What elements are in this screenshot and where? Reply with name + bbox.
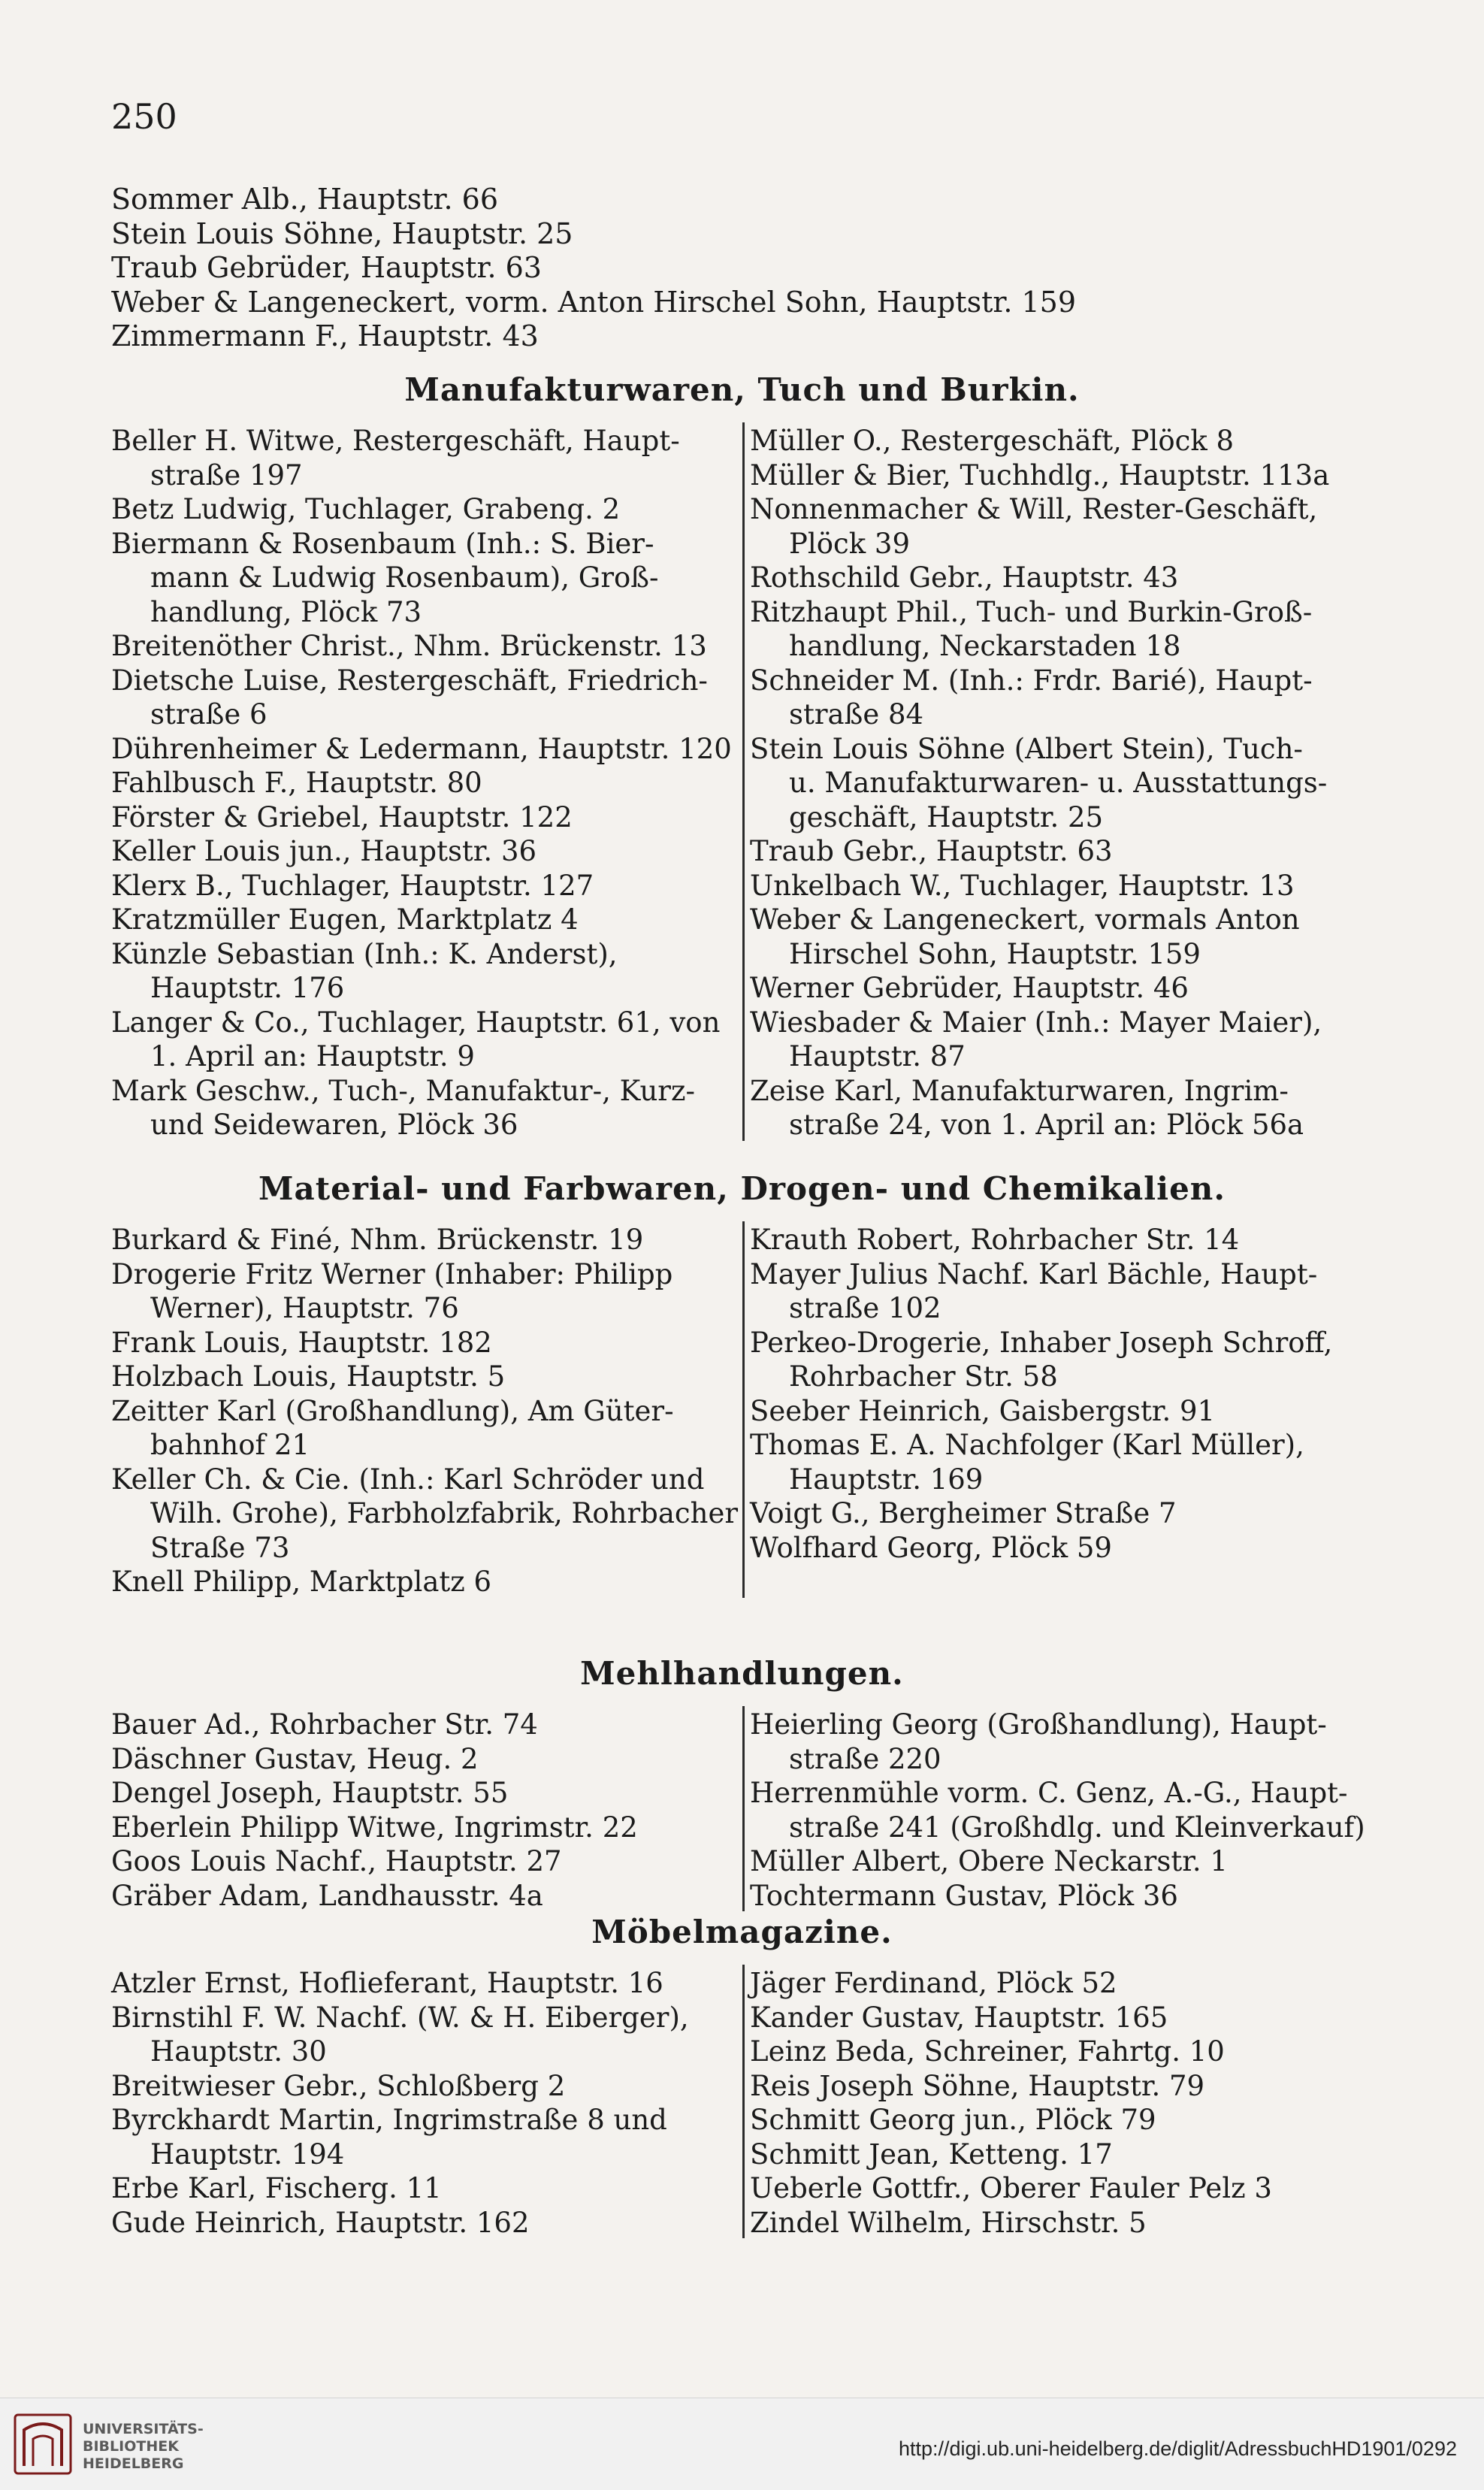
- directory-entry: Wiesbader & Maier (Inh.: Mayer Maier),: [750, 1006, 1322, 1039]
- directory-entry: straße 6: [150, 698, 267, 731]
- directory-entry: Wolfhard Georg, Plöck 59: [750, 1531, 1112, 1564]
- directory-entry: Hauptstr. 30: [150, 2035, 327, 2068]
- directory-entry: Heierling Georg (Großhandlung), Haupt-: [750, 1708, 1327, 1741]
- directory-entry: Frank Louis, Hauptstr. 182: [111, 1326, 492, 1359]
- directory-entry: Dengel Joseph, Hauptstr. 55: [111, 1777, 509, 1809]
- university-library-logo: [14, 2413, 72, 2475]
- directory-entry: Müller & Bier, Tuchhdlg., Hauptstr. 113a: [750, 458, 1330, 492]
- directory-entry: Knell Philipp, Marktplatz 6: [111, 1566, 492, 1598]
- directory-entry: straße 24, von 1. April an: Plöck 56a: [789, 1109, 1304, 1141]
- directory-entry: handlung, Neckarstaden 18: [789, 630, 1181, 662]
- directory-entry: Gude Heinrich, Hauptstr. 162: [111, 2206, 530, 2239]
- directory-entry: straße 84: [789, 698, 924, 731]
- directory-entry: Burkard & Finé, Nhm. Brückenstr. 19: [111, 1224, 644, 1256]
- directory-entry: u. Manufakturwaren- u. Ausstattungs-: [789, 767, 1328, 799]
- directory-entry: Herrenmühle vorm. C. Genz, A.-G., Haupt-: [750, 1777, 1348, 1809]
- directory-entry: Hauptstr. 169: [789, 1463, 984, 1496]
- directory-entry: handlung, Plöck 73: [150, 595, 422, 628]
- directory-entry: Voigt G., Bergheimer Straße 7: [750, 1497, 1177, 1529]
- library-name-line: BIBLIOTHEK: [83, 2437, 179, 2455]
- directory-entry: Birnstihl F. W. Nachf. (W. & H. Eiberger),: [111, 2001, 689, 2034]
- directory-entry: Müller Albert, Obere Neckarstr. 1: [750, 1845, 1228, 1877]
- section-title: Manufakturwaren, Tuch und Burkin.: [404, 371, 1080, 408]
- directory-entry: bahnhof 21: [150, 1429, 310, 1461]
- directory-entry: Breitwieser Gebr., Schloßberg 2: [111, 2069, 566, 2102]
- directory-entry: Biermann & Rosenbaum (Inh.: S. Bier-: [111, 527, 654, 560]
- intro-entry: Stein Louis Söhne, Hauptstr. 25: [111, 216, 573, 250]
- directory-entry: Ritzhaupt Phil., Tuch- und Burkin-Groß-: [750, 595, 1313, 628]
- intro-entry: Zimmermann F., Hauptstr. 43: [111, 319, 539, 352]
- directory-entry: Seeber Heinrich, Gaisbergstr. 91: [750, 1394, 1216, 1427]
- directory-entry: Eberlein Philipp Witwe, Ingrimstr. 22: [111, 1811, 638, 1844]
- intro-entry: Weber & Langeneckert, vorm. Anton Hirschel Sohn, Hauptstr. 159: [111, 285, 1077, 319]
- directory-entry: Kander Gustav, Hauptstr. 165: [750, 2001, 1168, 2034]
- library-name-line: HEIDELBERG: [83, 2455, 184, 2472]
- directory-entry: Dührenheimer & Ledermann, Hauptstr. 120: [111, 732, 732, 765]
- directory-entry: mann & Ludwig Rosenbaum), Groß-: [150, 561, 659, 594]
- directory-entry: Leinz Beda, Schreiner, Fahrtg. 10: [750, 2035, 1225, 2068]
- directory-entry: Ueberle Gottfr., Oberer Fauler Pelz 3: [750, 2172, 1272, 2204]
- directory-entry: Müller O., Restergeschäft, Plöck 8: [750, 425, 1235, 457]
- directory-entry: Hirschel Sohn, Hauptstr. 159: [789, 937, 1201, 970]
- directory-entry: straße 241 (Großhdlg. und Kleinverkauf): [789, 1811, 1365, 1844]
- directory-entry: Langer & Co., Tuchlager, Hauptstr. 61, von: [111, 1006, 721, 1039]
- directory-entry: Unkelbach W., Tuchlager, Hauptstr. 13: [750, 869, 1295, 902]
- directory-entry: Betz Ludwig, Tuchlager, Grabeng. 2: [111, 493, 621, 525]
- directory-entry: Plöck 39: [789, 527, 910, 560]
- directory-entry: Schmitt Georg jun., Plöck 79: [750, 2104, 1156, 2136]
- library-name: [83, 2421, 204, 2472]
- directory-entry: Mark Geschw., Tuch-, Manufaktur-, Kurz-: [111, 1074, 695, 1107]
- directory-entry: Straße 73: [150, 1531, 290, 1564]
- directory-entry: Hauptstr. 176: [150, 972, 345, 1004]
- directory-entry: Atzler Ernst, Hoflieferant, Hauptstr. 16: [111, 1967, 663, 1999]
- directory-entry: Breitenöther Christ., Nhm. Brückenstr. 13: [111, 630, 707, 662]
- directory-entry: Zeitter Karl (Großhandlung), Am Güter-: [111, 1394, 674, 1427]
- directory-entry: 1. April an: Hauptstr. 9: [150, 1040, 475, 1073]
- directory-entry: Tochtermann Gustav, Plöck 36: [750, 1879, 1178, 1912]
- directory-entry: Zindel Wilhelm, Hirschstr. 5: [750, 2206, 1147, 2239]
- directory-entry: Rohrbacher Str. 58: [789, 1360, 1058, 1393]
- directory-entry: Holzbach Louis, Hauptstr. 5: [111, 1360, 506, 1393]
- directory-entry: Perkeo-Drogerie, Inhaber Joseph Schroff,: [750, 1326, 1333, 1359]
- section-title: Mehlhandlungen.: [580, 1655, 904, 1692]
- directory-entry: Klerx B., Tuchlager, Hauptstr. 127: [111, 869, 594, 902]
- directory-entry: Däschner Gustav, Heug. 2: [111, 1742, 479, 1775]
- directory-entry: Dietsche Luise, Restergeschäft, Friedrich-: [111, 664, 708, 697]
- directory-entry: straße 102: [789, 1292, 941, 1324]
- page-number: 250: [111, 96, 177, 137]
- source-link[interactable]: http://digi.ub.uni-heidelberg.de/diglit/AdressbuchHD1901/0292: [898, 2437, 1457, 2460]
- directory-entry: Mayer Julius Nachf. Karl Bächle, Haupt-: [750, 1257, 1318, 1290]
- directory-entry: Förster & Griebel, Hauptstr. 122: [111, 800, 573, 834]
- directory-entry: Rothschild Gebr., Hauptstr. 43: [750, 561, 1179, 594]
- directory-entry: Zeise Karl, Manufakturwaren, Ingrim-: [750, 1074, 1289, 1107]
- column-divider: [742, 1965, 745, 2238]
- directory-entry: Hauptstr. 87: [789, 1040, 966, 1073]
- directory-entry: Goos Louis Nachf., Hauptstr. 27: [111, 1845, 562, 1877]
- section-title: Möbelmagazine.: [591, 1914, 893, 1950]
- directory-entry: Fahlbusch F., Hauptstr. 80: [111, 767, 482, 799]
- intro-entry: Sommer Alb., Hauptstr. 66: [111, 183, 499, 216]
- directory-entry: Keller Ch. & Cie. (Inh.: Karl Schröder und: [111, 1463, 705, 1496]
- column-divider: [742, 1706, 745, 1911]
- directory-entry: Weber & Langeneckert, vormals Anton: [750, 903, 1300, 936]
- column-divider: [742, 1221, 745, 1598]
- library-name-line: UNIVERSITÄTS-: [83, 2421, 204, 2437]
- intro-entry: Traub Gebrüder, Hauptstr. 63: [111, 251, 542, 284]
- directory-entry: Krauth Robert, Rohrbacher Str. 14: [750, 1224, 1240, 1256]
- directory-entry: geschäft, Hauptstr. 25: [789, 800, 1104, 834]
- directory-entry: Keller Louis jun., Hauptstr. 36: [111, 835, 537, 867]
- directory-entry: Werner Gebrüder, Hauptstr. 46: [750, 972, 1189, 1004]
- directory-entry: Schneider M. (Inh.: Frdr. Barié), Haupt-: [750, 664, 1313, 697]
- directory-entry: Erbe Karl, Fischerg. 11: [111, 2172, 442, 2204]
- directory-entry: Hauptstr. 194: [150, 2138, 345, 2171]
- directory-entry: Drogerie Fritz Werner (Inhaber: Philipp: [111, 1257, 673, 1290]
- directory-entry: Traub Gebr., Hauptstr. 63: [750, 835, 1113, 867]
- directory-entry: Nonnenmacher & Will, Rester-Geschäft,: [750, 493, 1318, 525]
- directory-entry: Wilh. Grohe), Farbholzfabrik, Rohrbacher: [150, 1497, 739, 1529]
- directory-entry: Reis Joseph Söhne, Hauptstr. 79: [750, 2069, 1205, 2102]
- directory-entry: Werner), Hauptstr. 76: [150, 1292, 459, 1324]
- footer-bar: [0, 2398, 1484, 2490]
- directory-entry: Schmitt Jean, Ketteng. 17: [750, 2138, 1113, 2171]
- directory-entry: Stein Louis Söhne (Albert Stein), Tuch-: [750, 732, 1303, 765]
- directory-entry: Beller H. Witwe, Restergeschäft, Haupt-: [111, 425, 680, 457]
- directory-entry: Künzle Sebastian (Inh.: K. Anderst),: [111, 937, 618, 970]
- directory-entry: und Seidewaren, Plöck 36: [150, 1109, 518, 1141]
- section-title: Material- und Farbwaren, Drogen- und Chemikalien.: [258, 1170, 1226, 1207]
- directory-entry: Bauer Ad., Rohrbacher Str. 74: [111, 1708, 538, 1741]
- directory-entry: Thomas E. A. Nachfolger (Karl Müller),: [750, 1429, 1304, 1461]
- directory-entry: Byrckhardt Martin, Ingrimstraße 8 und: [111, 2104, 667, 2136]
- directory-entry: Kratzmüller Eugen, Marktplatz 4: [111, 903, 579, 936]
- column-divider: [742, 422, 745, 1141]
- directory-entry: straße 220: [789, 1742, 941, 1775]
- directory-entry: straße 197: [150, 458, 303, 492]
- directory-entry: Gräber Adam, Landhausstr. 4a: [111, 1879, 543, 1912]
- directory-entry: Jäger Ferdinand, Plöck 52: [750, 1967, 1117, 1999]
